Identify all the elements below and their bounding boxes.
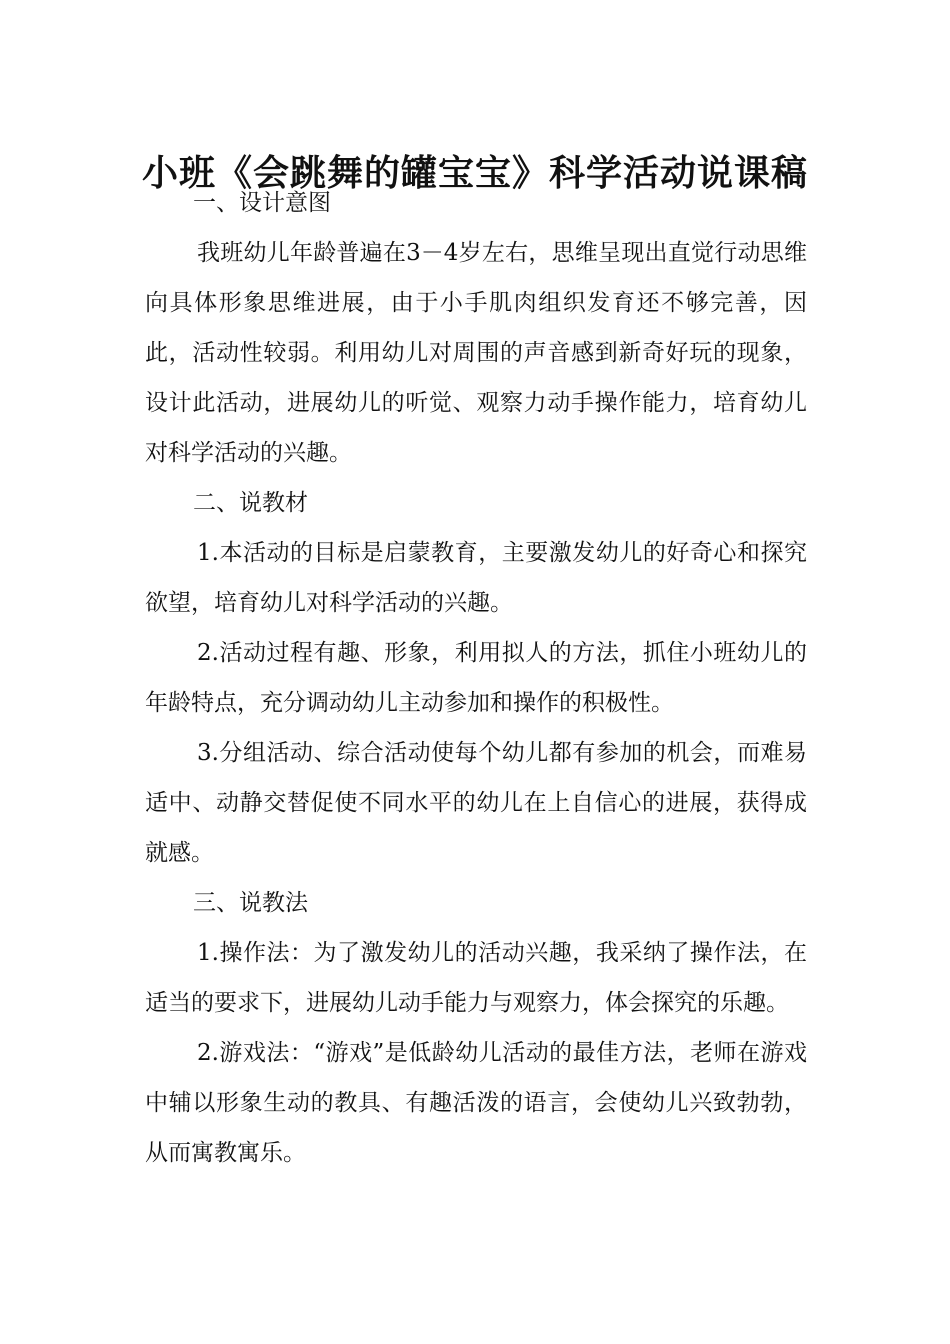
paragraph: 3.分组活动、综合活动使每个幼儿都有参加的机会，而难易适中、动静交替促使不同水平的幼儿在上自信心的进展，获得成就感。: [145, 740, 807, 866]
section-heading: 二、说教材: [193, 490, 308, 516]
section-heading: 三、说教法: [193, 890, 308, 916]
section-teaching-method: [145, 878, 807, 1178]
document-title: 小班《会跳舞的罐宝宝》科学活动说课稿: [141, 153, 808, 195]
paragraph: 我班幼儿年龄普遍在3－4岁左右，思维呈现出直觉行动思维向具体形象思维进展，由于小手肌肉组织发育还不够完善，因此，活动性较弱。利用幼儿对周围的声音感到新奇好玩的现象，设计此活动，进展幼儿的听觉、观察力动手操作能力，培育幼儿对科学活动的兴趣。: [145, 240, 807, 466]
document-body: [145, 178, 807, 1178]
paragraph: 1.本活动的目标是启蒙教育，主要激发幼儿的好奇心和探究欲望，培育幼儿对科学活动的兴趣。: [145, 540, 807, 616]
paragraph: 1.操作法：为了激发幼儿的活动兴趣，我采纳了操作法，在适当的要求下，进展幼儿动手能力与观察力，体会探究的乐趣。: [145, 940, 807, 1016]
paragraph: 2.活动过程有趣、形象，利用拟人的方法，抓住小班幼儿的年龄特点，充分调动幼儿主动参加和操作的积极性。: [145, 640, 807, 716]
paragraph: 2.游戏法：“游戏”是低龄幼儿活动的最佳方法，老师在游戏中辅以形象生动的教具、有趣活泼的语言，会使幼儿兴致勃勃，从而寓教寓乐。: [145, 1040, 807, 1166]
section-design-intent: [145, 178, 807, 478]
section-heading: 一、设计意图: [193, 190, 331, 216]
section-teaching-material: [145, 478, 807, 878]
